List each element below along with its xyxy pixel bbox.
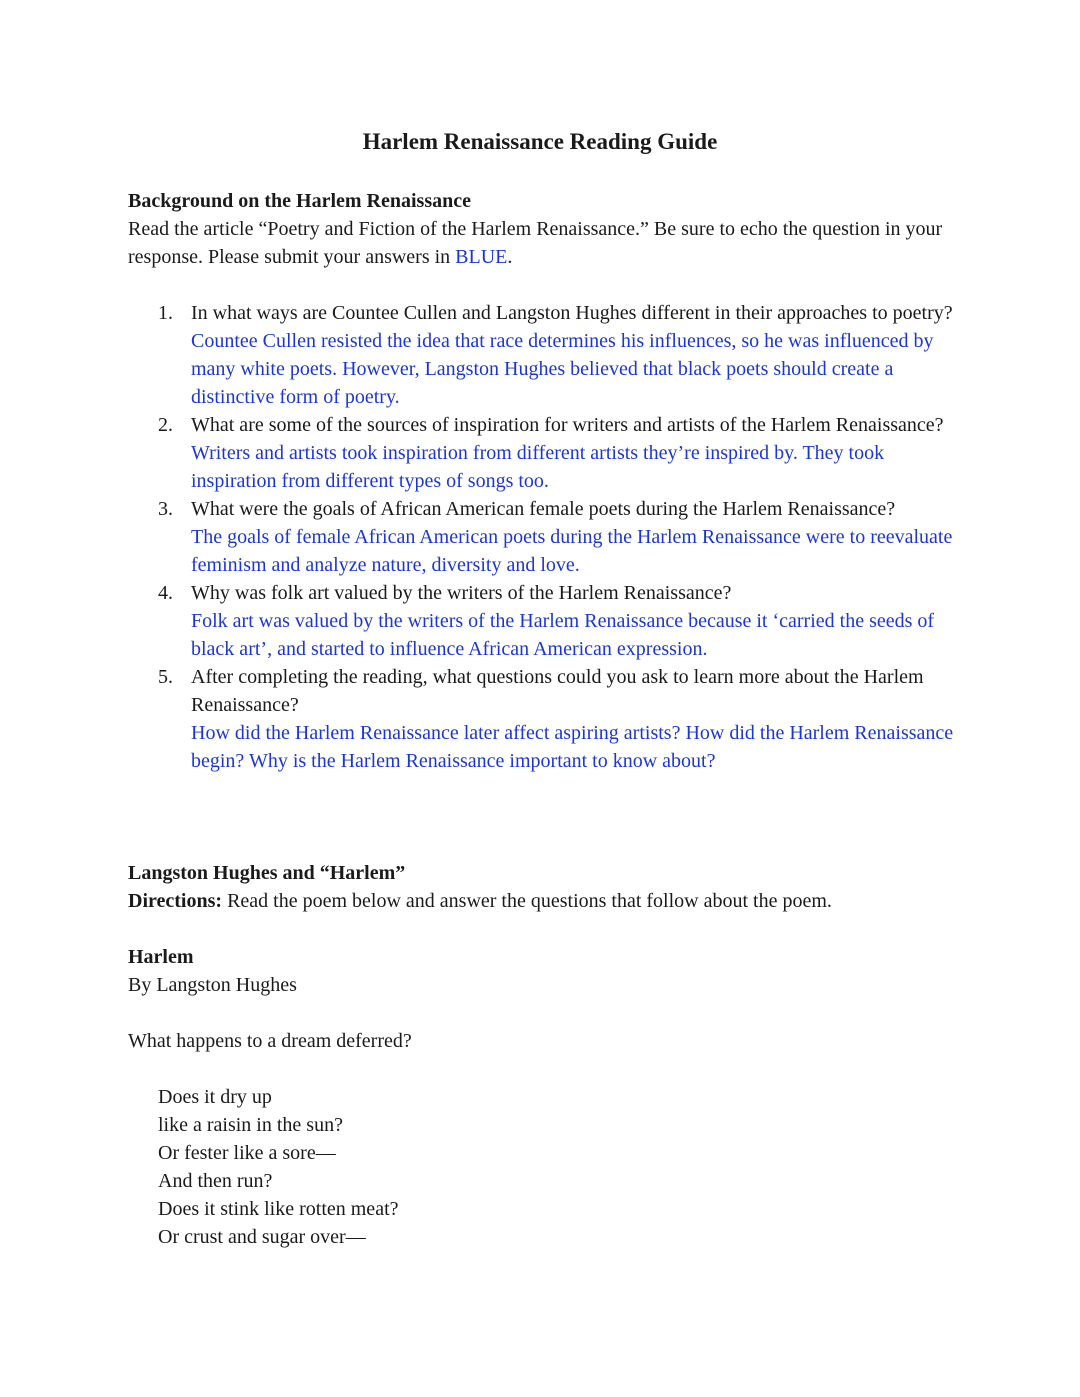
question-item: [158, 663, 958, 775]
section-heading-harlem: Langston Hughes and “Harlem”: [128, 862, 406, 884]
answer-text: How did the Harlem Renaissance later affect aspiring artists? How did the Harlem Renaissance begin? Why is the Harlem Renaissance important to know about?: [191, 722, 954, 772]
directions-label: Directions:: [128, 890, 223, 912]
directions-text: Read the poem below and answer the questions that follow about the poem.: [222, 890, 832, 912]
poem-line: And then run?: [158, 1170, 273, 1192]
answer-text: Folk art was valued by the writers of the Harlem Renaissance because it ‘carried the seeds of black art’, and started to influence African American expression.: [191, 610, 935, 660]
question-number: 1.: [158, 302, 173, 324]
answer-text: Writers and artists took inspiration from different artists they’re inspired by. They took inspiration from different types of songs too.: [191, 442, 885, 492]
section-heading-background: Background on the Harlem Renaissance: [128, 190, 471, 212]
intro-period: .: [507, 246, 513, 268]
question-text: Why was folk art valued by the writers of the Harlem Renaissance?: [191, 582, 732, 604]
page-title: Harlem Renaissance Reading Guide: [362, 129, 718, 154]
question-text: In what ways are Countee Cullen and Langston Hughes different in their approaches to poetry?: [191, 302, 953, 324]
question-item: [158, 299, 958, 411]
intro-text: Read the article “Poetry and Fiction of the Harlem Renaissance.” Be sure to echo the question in your response. Please submit your answers in: [128, 218, 943, 268]
poem-stanza: [158, 1083, 758, 1251]
poem-line: Does it dry up: [158, 1086, 272, 1108]
question-number: 4.: [158, 582, 173, 604]
poem-opening-line: What happens to a dream deferred?: [128, 1030, 412, 1052]
answer-text: The goals of female African American poets during the Harlem Renaissance were to reevaluate feminism and analyze nature, diversity and love.: [191, 526, 953, 576]
question-text: What were the goals of African American female poets during the Harlem Renaissance?: [191, 498, 896, 520]
poem-line: like a raisin in the sun?: [158, 1114, 343, 1136]
poem-line: Does it stink like rotten meat?: [158, 1198, 399, 1220]
question-text: What are some of the sources of inspiration for writers and artists of the Harlem Renaissance?: [191, 414, 944, 436]
intro-paragraph: [128, 215, 958, 271]
question-item: [158, 579, 958, 663]
question-list: [158, 299, 958, 775]
poem-line: Or fester like a sore—: [158, 1142, 336, 1164]
question-text: After completing the reading, what questions could you ask to learn more about the Harlem Renaissance?: [191, 666, 924, 716]
answer-text: Countee Cullen resisted the idea that race determines his influences, so he was influenced by many white poets. However, Langston Hughes believed that black poets should create a distinctive form of poetry.: [191, 330, 934, 408]
question-item: [158, 411, 958, 495]
poem-line: Or crust and sugar over—: [158, 1226, 366, 1248]
intro-blue-word: BLUE: [455, 246, 508, 268]
poem-title: Harlem: [128, 946, 194, 968]
question-number: 2.: [158, 414, 173, 436]
directions-paragraph: [128, 887, 958, 915]
poem-author: By Langston Hughes: [128, 974, 297, 996]
question-number: 5.: [158, 666, 173, 688]
question-item: [158, 495, 958, 579]
question-number: 3.: [158, 498, 173, 520]
